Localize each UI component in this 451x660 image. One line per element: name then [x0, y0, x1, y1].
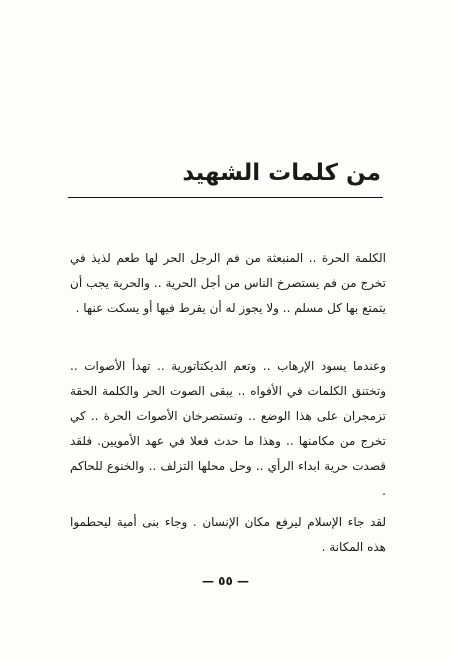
paragraph-3 [70, 510, 386, 560]
paragraph-text: لقد جاء الإسلام ليرفع مكان الإنسان . وجاء بنى أمية ليحطموا هذه المكانة . [70, 515, 386, 554]
chapter-title: من كلمات الشهيد [182, 160, 381, 186]
paragraph-1 [70, 246, 386, 321]
page-number: — ٥٥ — [201, 574, 250, 588]
chapter-heading [68, 158, 383, 198]
heading-underline [68, 197, 383, 198]
paragraph-text: وعندما يسود الإرهاب .. وتعم الديكتاتورية .. تهدأ الأصوات .. وتختنق الكلمات في الأفواه .. يبقى الصوت الحر والكلمة الحقة تزمجران على هذا الوضع .. وتستصرخان الأصوات الحرة .. كي تخرج من مكامنها .. وهذا ما حدث فعلا في عهد الأمويين. فلقد قصدت حرية ابداء الرأي .. وحل محلها التزلف .. والخنوع للحاكم . [70, 359, 386, 498]
paragraph-text: الكلمة الحرة .. المنبعثة من فم الرجل الحر لها طعم لذيذ في تخرج من فم يستصرخ الناس من أجل الحرية .. والحرية يجب أن يتمتع بها كل مسلم .. ولا يجوز له أن يفرط فيها أو يسكت عنها . [70, 251, 386, 315]
paragraph-2 [70, 354, 386, 504]
